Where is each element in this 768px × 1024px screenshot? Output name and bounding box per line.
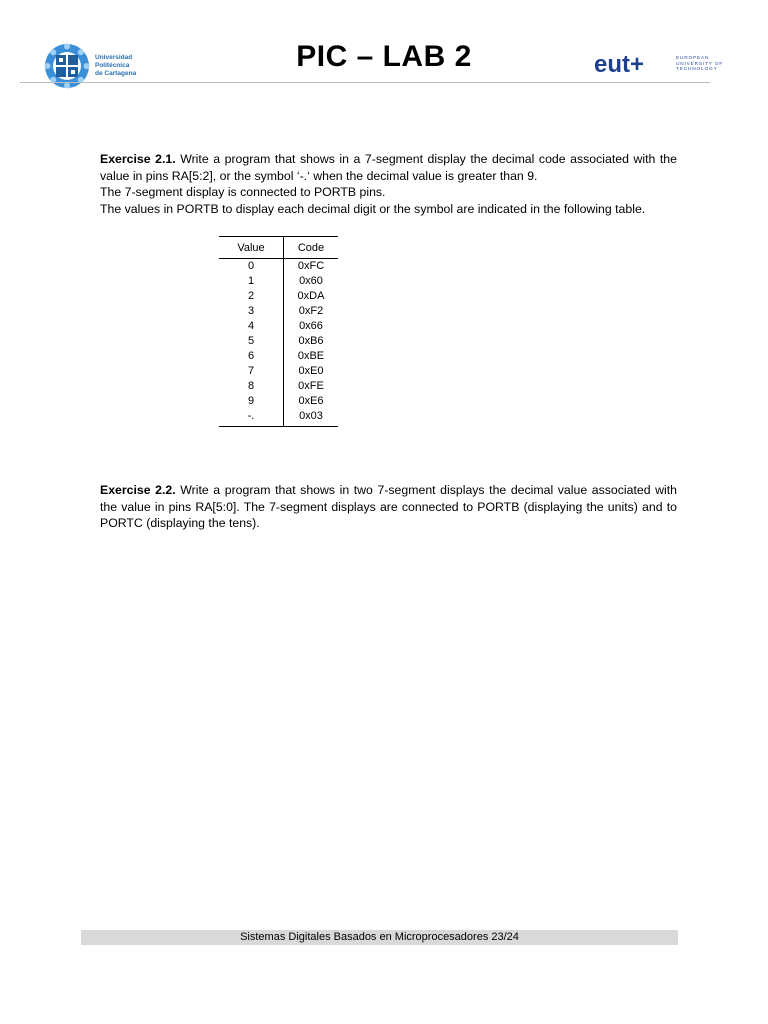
table-row: 8 0xFE (219, 379, 338, 394)
table-row: 2 0xDA (219, 289, 338, 304)
table-row: 4 0x66 (219, 319, 338, 334)
table-header-code: Code (284, 237, 339, 259)
eut-name: EUROPEAN UNIVERSITY OF TECHNOLOGY (676, 56, 724, 72)
table-row: -. 0x03 (219, 409, 338, 427)
table-header-row (219, 237, 338, 259)
page-footer: Sistemas Digitales Basados en Microprocesadores 23/24 (81, 930, 678, 945)
exercise-2-2 (100, 482, 677, 532)
table-row: 7 0xE0 (219, 364, 338, 379)
exercise-2-2-statement: Exercise 2.2. Write a program that shows in two 7-segment displays the decimal value associated with the value in pins RA[5:0]. The 7-segment displays are connected to PORTB (displaying the units) and to PORTC (displaying the tens). (100, 483, 677, 530)
eut-logo-icon (592, 50, 670, 78)
exercise-2-1-statement: Exercise 2.1. Write a program that shows in a 7-segment display the decimal code associated with the value in pins RA[5:2], or the symbol ‘-.‘ when the decimal value is greater than 9. (100, 152, 677, 183)
university-name: Universidad Politécnica de Cartagena (95, 54, 137, 77)
eut-logo-text: eut+ (594, 51, 645, 78)
table-row: 5 0xB6 (219, 334, 338, 349)
exercise-2-2-label: Exercise 2.2. (100, 483, 176, 497)
segment-code-table (219, 236, 338, 427)
table-row: 3 0xF2 (219, 304, 338, 319)
exercise-2-1-connection: The 7-segment display is connected to PORTB pins. (100, 185, 386, 199)
page-title: PIC – LAB 2 (296, 40, 472, 73)
exercise-2-1-table-intro: The values in PORTB to display each decimal digit or the symbol are indicated in the following table. (100, 201, 646, 216)
table-row: 0 0xFC (219, 259, 338, 275)
table-row: 1 0x60 (219, 274, 338, 289)
table-row: 9 0xE6 (219, 394, 338, 409)
header-divider (20, 82, 710, 83)
exercise-2-1 (100, 151, 677, 217)
table-header-value: Value (219, 237, 284, 259)
page-header (0, 0, 768, 90)
table-row: 6 0xBE (219, 349, 338, 364)
exercise-2-1-label: Exercise 2.1. (100, 152, 176, 166)
